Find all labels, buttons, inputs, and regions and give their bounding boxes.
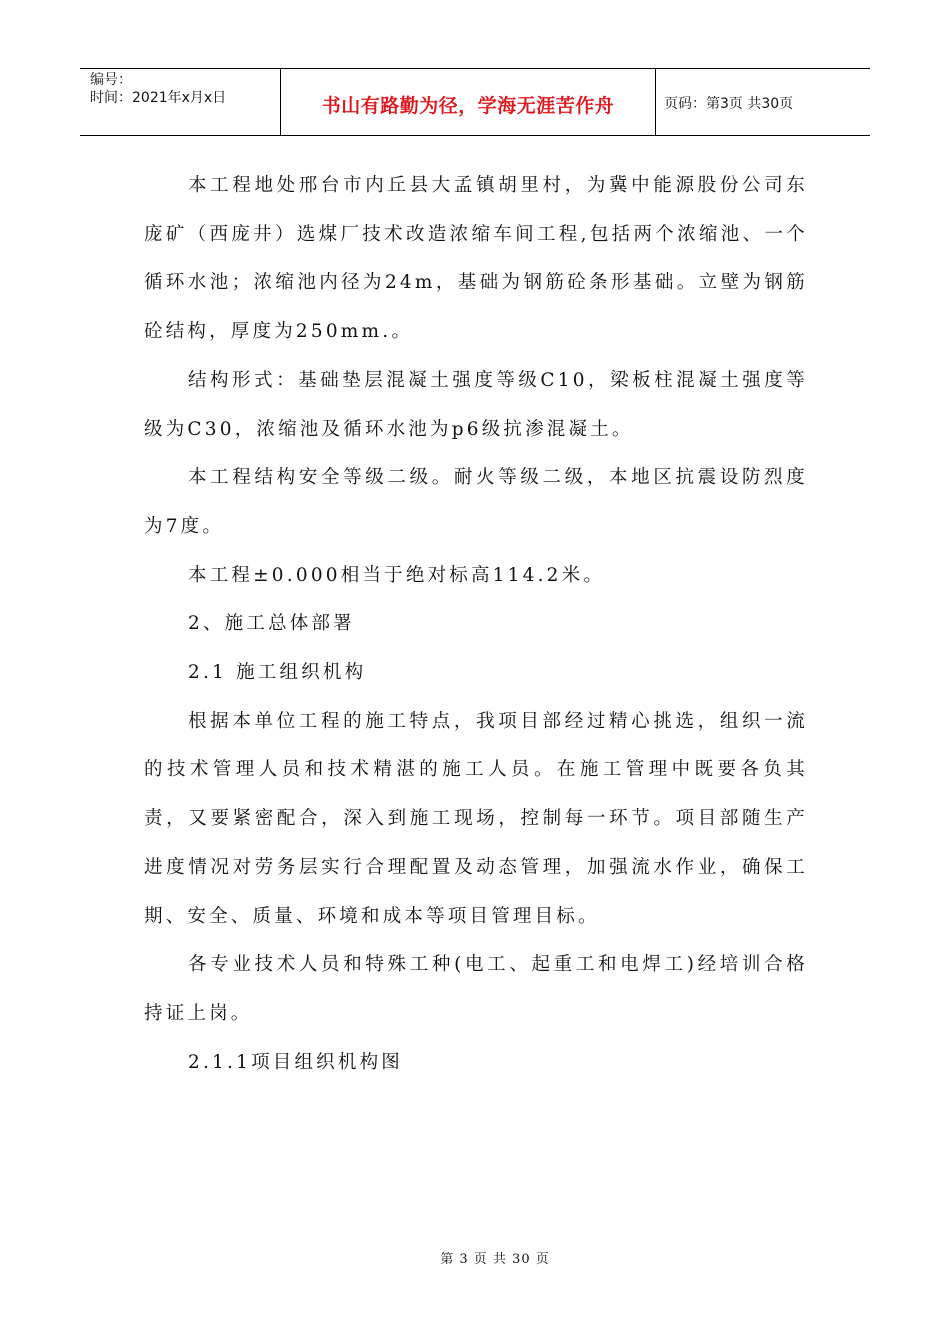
page-footer: 第 3 页 共 30 页 [440, 1252, 550, 1267]
header-page-info: 页码：第3页 共30页 [664, 96, 794, 112]
section-heading-org-chart: 2.1.1项目组织机构图 [188, 1051, 403, 1073]
paragraph-safety-grade: 本工程结构安全等级二级。耐火等级二级，本地区抗震设防烈度为7度。 [144, 467, 808, 537]
header-meta [80, 69, 281, 135]
paragraph-organization: 根据本单位工程的施工特点，我项目部经过精心挑选，组织一流的技术管理人员和技术精湛的施工人员。在施工管理中既要各负其责，又要紧密配合，深入到施工现场，控制每一环节。项目部随生产进度情况对劳务层实行合理配置及动态管理，加强流水作业，确保工期、安全、质量、环境和成本等项目管理目标。 [144, 710, 808, 927]
section-heading-organization: 2.1 施工组织机构 [188, 662, 367, 684]
paragraph-project-overview: 本工程地处邢台市内丘县大孟镇胡里村，为冀中能源股份公司东庞矿（西庞井）选煤厂技术改造浓缩车间工程,包括两个浓缩池、一个循环水池；浓缩池内径为24m，基础为钢筋砼条形基础。立壁为钢筋砼结构，厚度为250mm.。 [144, 175, 808, 343]
header-number-label: 编号： [90, 72, 132, 88]
header-motto: 书山有路勤为径，学海无涯苦作舟 [281, 69, 656, 135]
document-body [144, 162, 808, 1087]
section-heading-deployment: 2、施工总体部署 [188, 613, 355, 635]
header-time-label: 时间：2021年x月x日 [90, 90, 227, 106]
paragraph-certification: 各专业技术人员和特殊工种(电工、起重工和电焊工)经培训合格持证上岗。 [144, 954, 808, 1024]
page-header [80, 68, 870, 136]
paragraph-elevation: 本工程±0.000相当于绝对标高114.2米。 [188, 564, 606, 586]
paragraph-structure-form: 结构形式：基础垫层混凝土强度等级C10，梁板柱混凝土强度等级为C30，浓缩池及循环水池为p6级抗渗混凝土。 [144, 369, 808, 440]
